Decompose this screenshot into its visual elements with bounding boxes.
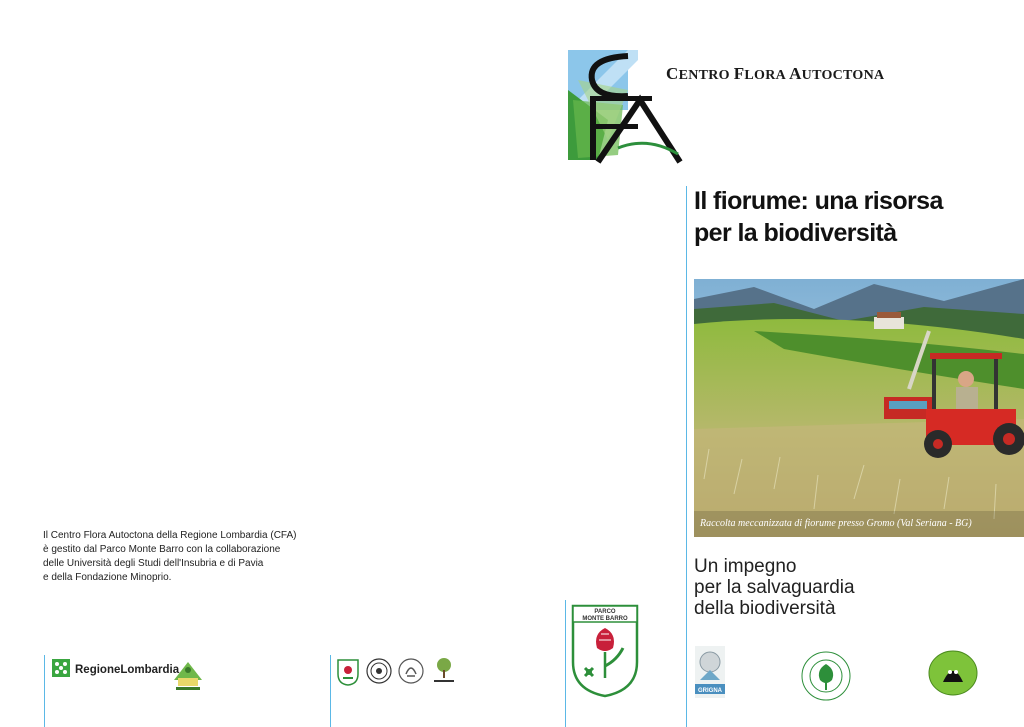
insubria-seal-icon <box>366 658 392 684</box>
subtitle-line-2: per la salvaguardia <box>694 577 855 598</box>
brand-initial-2: F <box>733 64 745 83</box>
subtitle <box>694 556 1014 619</box>
photo-caption: Raccolta meccanizzata di fiorume presso Gromo (Val Seriana - BG) <box>700 518 972 529</box>
photo-illustration <box>694 279 1024 537</box>
brand-rest-3: UTOCTONA <box>801 68 885 83</box>
brand-rest-1: ENTRO <box>678 68 730 83</box>
footer-divider-2 <box>330 655 331 727</box>
minoprio-logo <box>430 656 458 686</box>
parco-monte-barro-badge <box>571 604 639 698</box>
brand-initial-3: A <box>789 64 802 83</box>
intro-line-3: delle Università degli Studi dell'Insubria e di Pavia <box>43 558 264 569</box>
intro-paragraph <box>43 529 343 585</box>
regione-lombardia-icon <box>52 659 70 677</box>
intro-line-1: Il Centro Flora Autoctona della Regione Lombardia (CFA) <box>43 530 297 541</box>
brand-initial-1: C <box>666 64 679 83</box>
subtitle-line-1: Un impegno <box>694 556 797 577</box>
footer-divider-1 <box>44 655 45 727</box>
parks-network-logo <box>170 656 206 692</box>
brand-rest-2: LORA <box>744 68 786 83</box>
regione-lombardia-wordmark: RegioneLombardia <box>75 664 180 676</box>
intro-line-4: e della Fondazione Minoprio. <box>43 572 172 583</box>
intro-line-2: è gestito dal Parco Monte Barro con la collaborazione <box>43 544 281 555</box>
footer-divider-3 <box>565 600 566 727</box>
title-line-1: Il fiorume: una risorsa <box>694 187 943 215</box>
parco-badge-line-1: PARCO <box>594 609 616 615</box>
universitas-studiorum-seal <box>800 650 852 702</box>
title-line-2: per la biodiversità <box>694 219 897 247</box>
monte-barro-small-logo <box>337 658 359 686</box>
grigna-logo <box>695 646 725 698</box>
brand-name <box>666 64 884 84</box>
green-badge-logo <box>928 650 978 696</box>
subtitle-line-3: della biodiversità <box>694 598 836 619</box>
panel-divider-rule <box>686 186 687 727</box>
page-title <box>694 185 1014 249</box>
pavia-seal-icon <box>398 658 424 684</box>
parco-badge-line-2: MONTE BARRO <box>582 616 628 622</box>
cover-photo <box>694 279 1024 537</box>
grigna-label: GRIGNA <box>698 688 722 694</box>
